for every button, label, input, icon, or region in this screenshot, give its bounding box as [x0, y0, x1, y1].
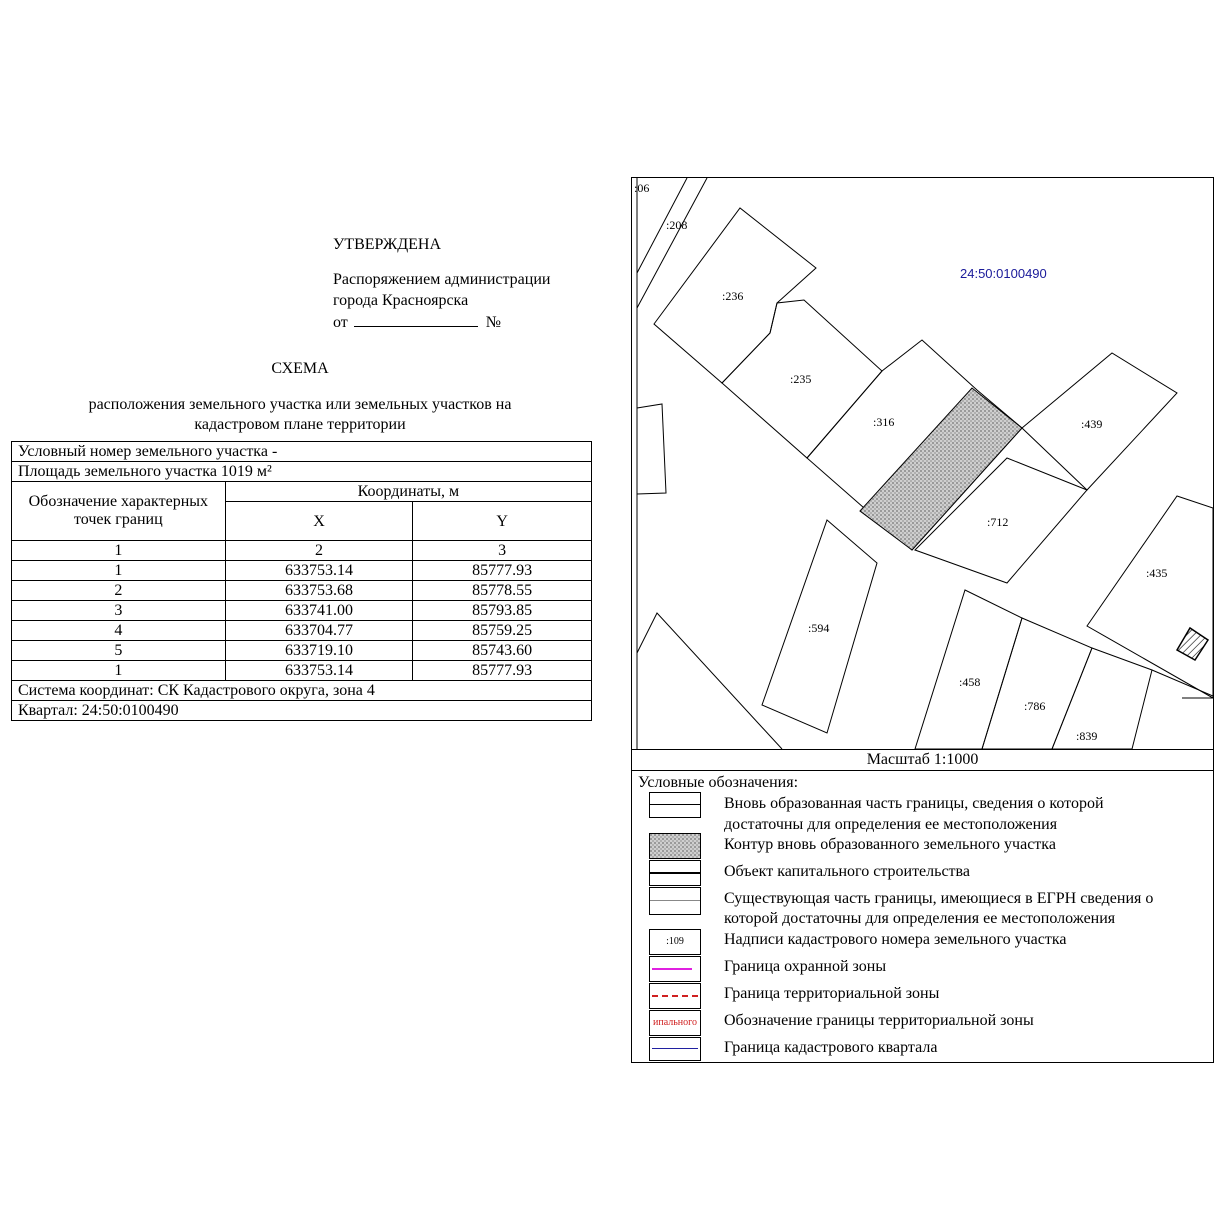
legend-quarter-border-symbol	[649, 1037, 701, 1061]
approval-stamp-title: УТВЕРЖДЕНА	[333, 236, 442, 253]
x-cell: 633704.77	[225, 621, 413, 641]
parcel-label: :712	[987, 515, 1009, 529]
point-cell: 1	[12, 661, 226, 681]
order-text-line2: города Красноярска	[333, 292, 469, 309]
table-row	[12, 661, 592, 681]
legend	[631, 770, 1214, 1063]
area-cell: Площадь земельного участка 1019 м²	[12, 462, 592, 482]
capital-building	[1177, 628, 1208, 660]
legend-title: Условные обозначения:	[638, 774, 799, 791]
legend-existing-boundary-symbol	[649, 887, 701, 915]
y-header: Y	[413, 502, 592, 541]
y-cell: 85777.93	[413, 661, 592, 681]
legend-item-text: которой достаточны для определения ее местоположения	[724, 910, 1116, 927]
y-cell: 85759.25	[413, 621, 592, 641]
order-text-line1: Распоряжением администрации	[333, 271, 551, 288]
table-row	[12, 601, 592, 621]
y-cell: 85778.55	[413, 581, 592, 601]
legend-protection-zone-symbol	[649, 956, 701, 982]
map-scale: Масштаб 1:1000	[631, 749, 1214, 771]
legend-building-symbol	[649, 860, 701, 886]
legend-label-symbol: :109	[649, 929, 701, 955]
point-cell: 3	[12, 601, 226, 621]
conditional-number-cell: Условный номер земельного участка -	[12, 442, 592, 462]
index-cell: 2	[225, 541, 413, 561]
parcel-label: :236	[722, 289, 744, 303]
order-date-line	[333, 312, 501, 333]
x-cell: 633753.14	[225, 661, 413, 681]
x-cell: 633753.68	[225, 581, 413, 601]
cadastral-map	[631, 177, 1214, 750]
legend-territorial-zone-label-symbol: ипального	[649, 1010, 701, 1036]
legend-item-text: Граница территориальной зоны	[724, 985, 940, 1002]
table-row	[12, 581, 592, 601]
point-cell: 5	[12, 641, 226, 661]
quarter-cell: Квартал: 24:50:0100490	[12, 701, 592, 721]
legend-item-text: Объект капитального строительства	[724, 863, 970, 880]
order-date-blank	[354, 312, 478, 327]
legend-new-contour-symbol	[649, 833, 701, 859]
index-cell: 1	[12, 541, 226, 561]
parcel-label: :458	[959, 675, 981, 689]
legend-item-text: Обозначение границы территориальной зоны	[724, 1012, 1034, 1029]
map-quarter-label: 24:50:0100490	[960, 266, 1047, 281]
table-row	[12, 641, 592, 661]
point-cell: 1	[12, 561, 226, 581]
parcel-label: :435	[1146, 566, 1168, 580]
points-header: Обозначение характерных точек границ	[12, 482, 226, 541]
point-cell: 4	[12, 621, 226, 641]
parcel-label: :439	[1081, 417, 1103, 431]
parcel-label: :208	[666, 218, 688, 232]
parcel-label: :316	[873, 415, 895, 429]
parcel-label: :06	[634, 181, 650, 195]
order-from-label: от	[333, 314, 348, 331]
index-cell: 3	[413, 541, 592, 561]
parcel-label: :235	[790, 372, 812, 386]
order-number-sign: №	[485, 314, 502, 331]
table-row	[12, 621, 592, 641]
table-row	[12, 561, 592, 581]
coordinates-table	[11, 441, 592, 721]
parcel-label: :786	[1024, 699, 1046, 713]
scheme-title: СХЕМА	[271, 360, 329, 377]
index-row	[12, 541, 592, 561]
legend-territorial-zone-symbol	[649, 983, 701, 1009]
scheme-subtitle-line1: расположения земельного участка или земельных участков на	[88, 396, 512, 413]
y-cell: 85777.93	[413, 561, 592, 581]
legend-item-text: Граница кадастрового квартала	[724, 1039, 938, 1056]
point-cell: 2	[12, 581, 226, 601]
x-cell: 633719.10	[225, 641, 413, 661]
coordinates-header: Координаты, м	[225, 482, 591, 502]
legend-new-boundary-symbol	[649, 792, 701, 818]
scheme-subtitle-line2: кадастровом плане территории	[194, 416, 406, 433]
legend-item-text: Вновь образованная часть границы, сведения о которой	[724, 795, 1104, 812]
coord-system-cell: Система координат: СК Кадастрового округа, зона 4	[12, 681, 592, 701]
y-cell: 85743.60	[413, 641, 592, 661]
map-drawing	[632, 178, 1213, 749]
y-cell: 85793.85	[413, 601, 592, 621]
parcel-label: :839	[1076, 729, 1098, 743]
legend-item-text: Контур вновь образованного земельного участка	[724, 836, 1056, 853]
x-header: X	[225, 502, 413, 541]
x-cell: 633741.00	[225, 601, 413, 621]
legend-item-text: достаточны для определения ее местоположения	[724, 816, 1058, 833]
legend-item-text: Существующая часть границы, имеющиеся в ЕГРН сведения о	[724, 890, 1154, 907]
parcel-label: :594	[808, 621, 830, 635]
legend-item-text: Граница охранной зоны	[724, 958, 887, 975]
legend-item-text: Надписи кадастрового номера земельного участка	[724, 931, 1067, 948]
x-cell: 633753.14	[225, 561, 413, 581]
